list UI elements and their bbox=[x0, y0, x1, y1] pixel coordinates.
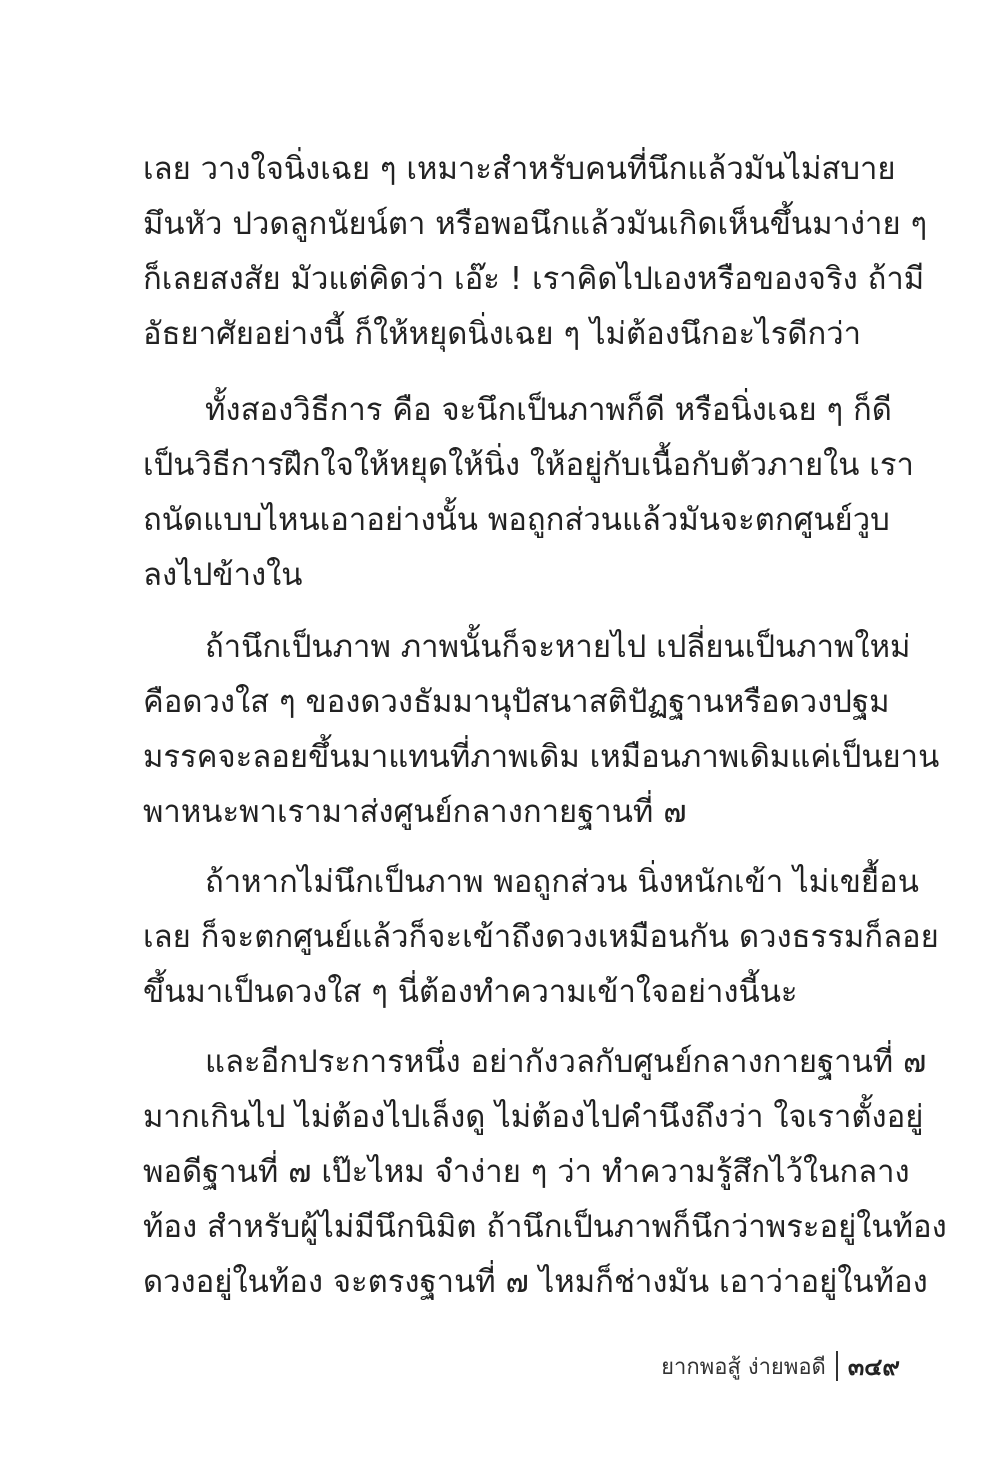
text-line: มึนหัว ปวดลูกนัยน์ตา หรือพอนึกแล้วมันเกิดเห็นขึ้นมาง่าย ๆ bbox=[143, 206, 928, 242]
running-title: ยากพอสู้ ง่ายพอดี bbox=[661, 1354, 826, 1380]
page-footer bbox=[560, 1346, 900, 1386]
paragraph-2 bbox=[143, 383, 914, 603]
text-line: เลย ก็จะตกศูนย์แล้วก็จะเข้าถึงดวงเหมือนกัน ดวงธรรมก็ลอย bbox=[143, 919, 939, 955]
text-line: ลงไปข้างใน bbox=[143, 557, 303, 593]
paragraph-4 bbox=[143, 855, 939, 1020]
paragraph-5 bbox=[143, 1035, 947, 1310]
paragraph-3 bbox=[143, 620, 940, 840]
text-line: มรรคจะลอยขึ้นมาแทนที่ภาพเดิม เหมือนภาพเดิมแค่เป็นยาน bbox=[143, 739, 940, 775]
page-number: ๓๔๙ bbox=[847, 1352, 900, 1381]
text-line: ถนัดแบบไหนเอาอย่างนั้น พอถูกส่วนแล้วมันจะตกศูนย์วูบ bbox=[143, 502, 890, 538]
paragraph-1 bbox=[143, 142, 928, 362]
text-line: พาหนะพาเรามาส่งศูนย์กลางกายฐานที่ ๗ bbox=[143, 794, 687, 830]
footer-divider bbox=[836, 1351, 838, 1381]
text-line: ดวงอยู่ในท้อง จะตรงฐานที่ ๗ ไหมก็ช่างมัน เอาว่าอยู่ในท้อง bbox=[143, 1264, 928, 1300]
text-line: ขึ้นมาเป็นดวงใส ๆ นี่ต้องทำความเข้าใจอย่างนี้นะ bbox=[143, 974, 798, 1010]
text-line: เป็นวิธีการฝึกใจให้หยุดให้นิ่ง ให้อยู่กับเนื้อกับตัวภายใน เรา bbox=[143, 447, 914, 483]
text-line: คือดวงใส ๆ ของดวงธัมมานุปัสนาสติปัฏฐานหรือดวงปฐม bbox=[143, 684, 890, 720]
text-line: ก็เลยสงสัย มัวแต่คิดว่า เอ๊ะ ! เราคิดไปเองหรือของจริง ถ้ามี bbox=[143, 261, 925, 297]
text-line: และอีกประการหนึ่ง อย่ากังวลกับศูนย์กลางกายฐานที่ ๗ bbox=[205, 1044, 927, 1080]
text-line: ท้อง สำหรับผู้ไม่มีนึกนิมิต ถ้านึกเป็นภาพก็นึกว่าพระอยู่ในท้อง bbox=[143, 1209, 947, 1245]
text-line: ถ้านึกเป็นภาพ ภาพนั้นก็จะหายไป เปลี่ยนเป็นภาพใหม่ bbox=[205, 629, 911, 665]
text-line: พอดีฐานที่ ๗ เป๊ะไหม จำง่าย ๆ ว่า ทำความรู้สึกไว้ในกลาง bbox=[143, 1154, 910, 1190]
text-line: เลย วางใจนิ่งเฉย ๆ เหมาะสำหรับคนที่นึกแล้วมันไม่สบาย bbox=[143, 151, 896, 187]
text-line: อัธยาศัยอย่างนี้ ก็ให้หยุดนิ่งเฉย ๆ ไม่ต้องนึกอะไรดีกว่า bbox=[143, 316, 862, 352]
text-line: ถ้าหากไม่นึกเป็นภาพ พอถูกส่วน นิ่งหนักเข้า ไม่เขยื้อน bbox=[205, 864, 919, 900]
text-line: ทั้งสองวิธีการ คือ จะนึกเป็นภาพก็ดี หรือนิ่งเฉย ๆ ก็ดี bbox=[205, 392, 892, 428]
text-line: มากเกินไป ไม่ต้องไปเล็งดู ไม่ต้องไปคำนึงถึงว่า ใจเราตั้งอยู่ bbox=[143, 1099, 924, 1135]
